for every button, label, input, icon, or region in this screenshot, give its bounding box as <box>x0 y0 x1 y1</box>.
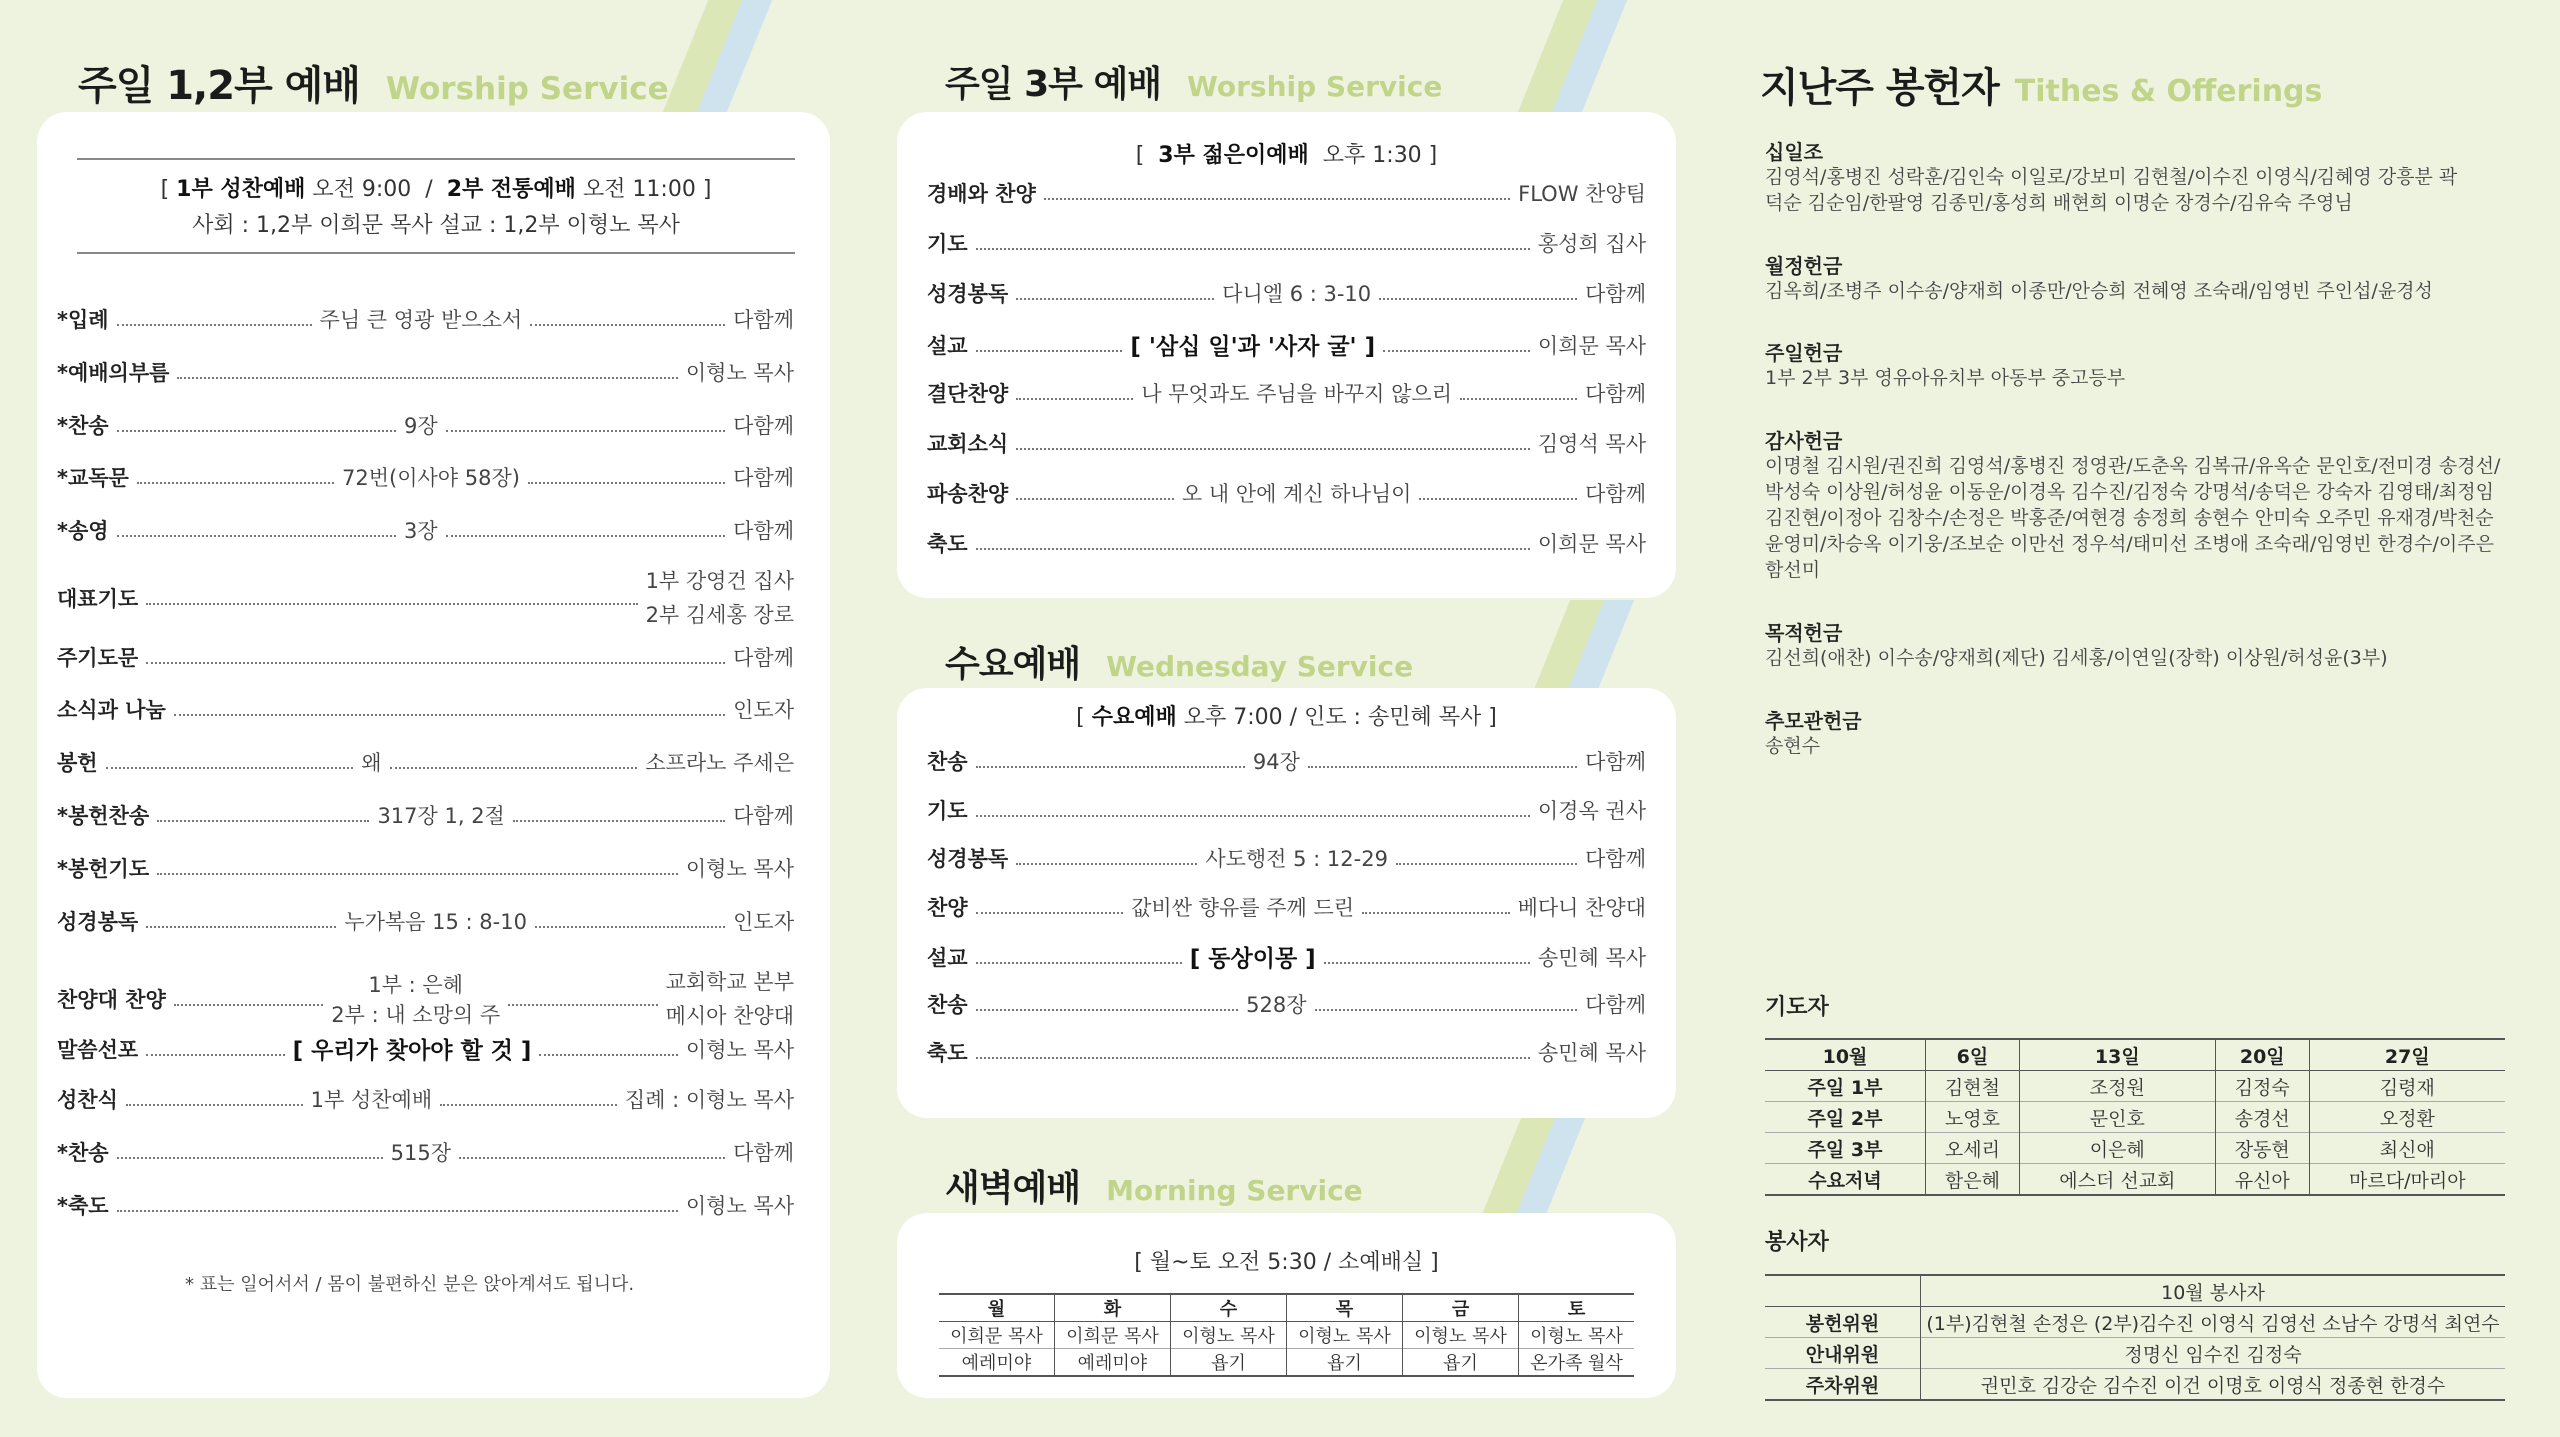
service-row-leader: FLOW 찬양팀 <box>1518 182 1646 206</box>
service-row-label: 찬송 <box>927 992 968 1017</box>
service-row-leader: 다함께 <box>733 804 794 828</box>
dawn-cell: 이형노 목사 <box>1286 1322 1402 1349</box>
prayers-name: 김정숙 <box>2215 1071 2309 1102</box>
service-row-leader: 베다니 찬양대 <box>1517 895 1646 920</box>
service-row-label: *찬송 <box>57 1141 109 1165</box>
service-row <box>927 989 1646 1019</box>
service-row <box>57 515 794 545</box>
prayers-name: 장동현 <box>2215 1133 2309 1164</box>
service-row-leader: 다함께 <box>733 414 795 438</box>
leader-dots <box>1315 1009 1578 1011</box>
prayers-name: 송경선 <box>2215 1102 2309 1133</box>
wednesday-header-name: 수요예배 <box>1091 705 1177 730</box>
service-row-content: [ 동상이몽 ] <box>1189 946 1316 972</box>
dawn-title <box>945 1160 1363 1211</box>
offering-group-names <box>1765 278 2525 304</box>
service-row-leader-line: 2부 김세홍 장로 <box>645 603 794 627</box>
volunteers-role: 안내위원 <box>1805 1343 1880 1366</box>
service-row <box>927 528 1646 558</box>
offering-names-line: 윤영미/차승옥 이기웅/조보순 이만선 정우석/태미선 조병애 조숙래/임영빈 한경수/이주은 <box>1765 533 2494 555</box>
leader-dots <box>157 873 678 875</box>
service-row-label: 찬양대 찬양 <box>57 988 166 1012</box>
service-row-content: 왜 <box>361 751 382 775</box>
service-row-label: *송영 <box>57 519 109 543</box>
service-row-content: 다니엘 6 : 3-10 <box>1222 282 1372 306</box>
dawn-cell: 수 <box>1170 1294 1286 1322</box>
offering-names-line: 박성숙 이상원/허성윤 이동운/이경옥 김수진/김정숙 강명석/송덕은 강숙자 김영태/최정임 <box>1765 481 2494 503</box>
prayers-name: 조정원 <box>2019 1071 2215 1102</box>
service-row-leader: 집례 : 이형노 목사 <box>624 1088 794 1112</box>
service-row-label: 성찬식 <box>57 1088 118 1112</box>
worship12-note: * 표는 일어서서 / 몸이 불편하신 분은 앉아계셔도 됩니다. <box>185 1274 635 1295</box>
prayers-name: 이은혜 <box>2019 1133 2215 1164</box>
service-row <box>927 278 1646 308</box>
dawn-cell: 예레미야 <box>1054 1349 1170 1377</box>
wednesday-title <box>945 636 1413 687</box>
leader-dots <box>1379 298 1577 300</box>
service-row-leader: 다함께 <box>1585 847 1646 871</box>
wednesday-card <box>897 688 1676 1118</box>
service1-time: 오전 9:00 <box>312 177 412 202</box>
worship3-title <box>945 56 1442 107</box>
service-row-leader: 이경옥 권사 <box>1537 798 1646 823</box>
leader-dots <box>535 926 725 928</box>
service-row-leader: 홍성희 집사 <box>1537 232 1646 256</box>
service-row <box>57 694 794 724</box>
service-row-content-line: 1부 : 은혜 <box>368 973 463 997</box>
prayers-name: 유신아 <box>2215 1164 2309 1196</box>
leader-dots <box>440 1104 617 1106</box>
service-row <box>57 853 794 883</box>
leader-dots <box>1016 448 1530 450</box>
service-row-content: 528장 <box>1246 992 1307 1017</box>
leader-dots <box>157 820 369 822</box>
worship3-card <box>897 112 1676 598</box>
service-row <box>57 906 794 936</box>
dawn-cell: 욥기 <box>1170 1349 1286 1377</box>
dawn-cell: 이형노 목사 <box>1403 1322 1519 1349</box>
service-row <box>57 1137 794 1167</box>
service-row-leader: 다함께 <box>1585 750 1647 774</box>
service-row-label: 결단찬양 <box>927 382 1009 406</box>
prayers-service: 수요저녁 <box>1808 1169 1882 1192</box>
service-row-leader: 김영석 목사 <box>1537 432 1646 456</box>
worship12-leaders: 사회 : 1,2부 이희문 목사 설교 : 1,2부 이형노 목사 <box>192 213 680 238</box>
prayers-row <box>1765 1102 2505 1133</box>
leader-dots <box>513 820 725 822</box>
dawn-cell: 이희문 목사 <box>1054 1322 1170 1349</box>
service-row <box>57 410 794 440</box>
prayers-row <box>1765 1133 2505 1164</box>
leader-dots <box>117 430 396 432</box>
service-row-leader: 다함께 <box>1585 482 1647 506</box>
prayers-month: 10월 <box>1822 1045 1868 1068</box>
service-row-content: 오 내 안에 계신 하나님이 <box>1181 482 1412 506</box>
leader-dots <box>117 1157 383 1159</box>
service-row-label: 파송찬양 <box>927 482 1009 506</box>
service-row-leader: 송민혜 목사 <box>1537 945 1647 970</box>
prayers-service: 주일 3부 <box>1807 1138 1883 1161</box>
worship3-header-name: 3부 젊은이예배 <box>1158 143 1309 168</box>
service-row-content <box>331 969 500 1029</box>
worship3-header: [ 3부 젊은이예배 오후 1:30 ] <box>1135 143 1438 168</box>
offering-names-line: 송현수 <box>1765 735 1821 757</box>
service-row-label: *봉헌기도 <box>57 857 150 881</box>
service2-time: 오전 11:00 <box>582 177 696 202</box>
service-row-content: 515장 <box>390 1141 452 1165</box>
divider <box>77 252 795 254</box>
service-row-label: 찬송 <box>927 750 968 774</box>
service-row <box>57 1084 794 1114</box>
leader-dots <box>146 662 725 664</box>
service-row-leader-line: 메시아 찬양대 <box>665 1004 795 1028</box>
service-row-leader: 이희문 목사 <box>1537 532 1646 556</box>
leader-dots <box>976 962 1182 964</box>
service-row-label: *교독문 <box>57 466 129 490</box>
worship12-time-line: [ 1부 성찬예배 오전 9:00 / 2부 전통예배 오전 11:00 ] <box>160 177 712 202</box>
service-row-leader: 다함께 <box>733 519 795 543</box>
service-row-content: 9장 <box>404 414 438 438</box>
leader-dots <box>146 603 637 605</box>
divider <box>77 158 795 160</box>
dawn-cell: 예레미야 <box>961 1353 1032 1374</box>
offerings-title-ko: 지난주 봉헌자 <box>1760 65 1999 111</box>
service-row <box>57 1190 794 1220</box>
service-row <box>57 747 794 777</box>
service-row-leader: 송민혜 목사 <box>1537 1041 1646 1065</box>
offering-group-names <box>1765 453 2525 583</box>
dawn-cell: 온가족 월삭 <box>1519 1349 1634 1377</box>
prayers-name: 김령재 <box>2309 1071 2505 1102</box>
offering-group-title: 목적헌금 <box>1765 621 1843 645</box>
service-row-leader: 소프라노 주세은 <box>645 751 794 775</box>
leader-dots <box>106 767 354 769</box>
service-row <box>927 795 1646 825</box>
prayers-name: 노영호 <box>1926 1102 2020 1133</box>
leader-dots <box>1362 912 1510 914</box>
service-row-content: 주님 큰 영광 받으소서 <box>319 308 523 332</box>
service-row-label: 성경봉독 <box>57 910 139 934</box>
prayers-name: 김현철 <box>1926 1071 2020 1102</box>
service-row-leader: 다함께 <box>733 466 795 490</box>
service-row <box>927 228 1646 258</box>
leader-dots <box>446 535 725 537</box>
dawn-cell: 욥기 <box>1403 1349 1519 1377</box>
service-row-leader: 인도자 <box>733 910 794 934</box>
service-row-label: 대표기도 <box>57 587 139 611</box>
leader-dots <box>390 767 638 769</box>
service-row <box>57 357 794 387</box>
dawn-cell: 이형노 목사 <box>1519 1322 1634 1349</box>
prayers-title: 기도자 <box>1765 995 1829 1020</box>
leader-dots <box>976 815 1530 817</box>
leader-dots <box>1308 766 1577 768</box>
volunteers-row <box>1765 1338 2505 1369</box>
service-row-label: 설교 <box>927 945 968 970</box>
prayers-table <box>1765 1038 2505 1196</box>
leader-dots <box>539 1054 677 1056</box>
service-row-label: 설교 <box>927 333 968 358</box>
volunteers-header: 10월 봉사자 <box>1921 1275 2506 1307</box>
prayers-row <box>1765 1071 2505 1102</box>
leader-dots <box>1383 350 1530 352</box>
prayers-name: 최신애 <box>2309 1133 2505 1164</box>
service-row <box>927 178 1646 208</box>
prayers-date: 13일 <box>2019 1039 2215 1071</box>
offering-names-line: 김진현/이정아 김창수/손정은 박홍준/여현경 송정희 송현수 안미숙 오주민 유재경/박천순 <box>1765 507 2494 529</box>
prayers-name: 오정환 <box>2309 1102 2505 1133</box>
service-row-label: 성경봉독 <box>927 282 1009 306</box>
leader-dots <box>530 324 725 326</box>
service-row-leader: 다함께 <box>733 646 794 670</box>
volunteers-names: 정명신 임수진 김정숙 <box>1921 1338 2506 1369</box>
leader-dots <box>459 1157 725 1159</box>
offering-names-line: 김영석/홍병진 성락훈/김인숙 이일로/강보미 김현철/이수진 이영식/김혜영 강흥분 곽 <box>1765 166 2458 188</box>
offering-names-line: 이명철 김시원/권진희 김영석/홍병진 정영관/도춘옥 김복규/유옥순 문인호/전미경 송경선/ <box>1765 455 2501 477</box>
prayers-row <box>1765 1164 2505 1196</box>
service-row-label: 축도 <box>927 1041 968 1065</box>
leader-dots <box>177 377 677 379</box>
worship12-title-ko: 주일 1,2부 예배 <box>78 63 360 109</box>
offering-names-line: 김옥희/조병주 이수송/양재희 이종만/안승희 전혜영 조숙래/임영빈 주인섭/윤경성 <box>1765 280 2433 302</box>
leader-dots <box>1419 498 1577 500</box>
service-row-leader: 이형노 목사 <box>685 1037 795 1062</box>
leader-dots <box>117 1210 678 1212</box>
offering-group-title: 감사헌금 <box>1765 429 1843 453</box>
leader-dots <box>1324 962 1530 964</box>
worship12-title <box>78 54 669 111</box>
separator: / <box>425 177 433 202</box>
offering-names-line: 덕순 김순임/한팔영 김종민/홍성희 배현희 이명순 장경수/김유숙 주영님 <box>1765 192 2353 214</box>
service-row-content: 값비싼 향유를 주께 드린 <box>1131 895 1355 920</box>
offering-group-title: 주일헌금 <box>1765 341 1843 365</box>
volunteers-role: 주차위원 <box>1805 1374 1880 1397</box>
worship12-card <box>37 112 830 1398</box>
dawn-header: [ 월~토 오전 5:30 / 소예배실 ] <box>1134 1250 1439 1275</box>
service-row-label: 축도 <box>927 532 968 556</box>
prayers-name: 함은혜 <box>1926 1164 2020 1196</box>
service-row-label: 기도 <box>927 798 968 823</box>
service-row-leader-line: 교회학교 본부 <box>665 970 795 994</box>
service-row <box>927 892 1646 922</box>
service-row-leader: 이희문 목사 <box>1537 333 1647 358</box>
leader-dots <box>1016 298 1214 300</box>
volunteers-names: (1부)김현철 손정은 (2부)김수진 이영식 김영선 소남수 강명석 최연수 <box>1921 1307 2506 1338</box>
worship3-title-en: Worship Service <box>1187 70 1443 103</box>
service-row-label: 주기도문 <box>57 646 139 670</box>
service-row-content: [ 우리가 찾아야 할 것 ] <box>292 1038 532 1064</box>
dawn-cell: 목 <box>1286 1294 1402 1322</box>
worship12-title-en: Worship Service <box>385 71 669 107</box>
leader-dots <box>146 926 336 928</box>
wednesday-header-rest: 오후 7:00 / 인도 : 송민혜 목사 <box>1183 705 1482 730</box>
wednesday-header: [ 수요예배 오후 7:00 / 인도 : 송민혜 목사 ] <box>1076 705 1497 730</box>
volunteers-row <box>1765 1369 2505 1401</box>
offering-group-title: 월정헌금 <box>1765 254 1843 278</box>
prayers-date: 27일 <box>2309 1039 2505 1071</box>
leader-dots <box>976 766 1245 768</box>
prayers-name: 오세리 <box>1926 1133 2020 1164</box>
service-row-label: 경배와 찬양 <box>927 182 1036 206</box>
volunteers-corner <box>1765 1275 1921 1307</box>
leader-dots <box>446 430 725 432</box>
service-row-label: 성경봉독 <box>927 847 1009 871</box>
wednesday-title-en: Wednesday Service <box>1106 650 1414 683</box>
volunteers-role: 봉헌위원 <box>1805 1312 1880 1335</box>
service-row-content: 나 무엇과도 주님을 바꾸지 않으리 <box>1141 382 1453 406</box>
service-row-label: *봉헌찬송 <box>57 804 150 828</box>
service-row <box>57 965 794 1033</box>
service-row-leader <box>666 965 794 1033</box>
prayers-service: 주일 1부 <box>1807 1076 1883 1099</box>
service-row-label: 교회소식 <box>927 432 1009 456</box>
leader-dots <box>126 1104 303 1106</box>
dawn-cell: 이희문 목사 <box>950 1326 1043 1347</box>
leader-dots <box>117 535 396 537</box>
prayers-service: 주일 2부 <box>1807 1107 1883 1130</box>
service-row-label: 찬양 <box>927 895 968 920</box>
prayers-name: 에스더 선교회 <box>2019 1164 2215 1196</box>
service-row <box>927 746 1646 776</box>
dawn-cell: 화 <box>1054 1294 1170 1322</box>
service-row-leader: 이형노 목사 <box>685 857 794 881</box>
service-row-leader: 다함께 <box>733 1141 795 1165</box>
service-row-content: 94장 <box>1252 750 1300 774</box>
leader-dots <box>1044 198 1510 200</box>
service-row <box>927 428 1646 458</box>
dawn-table <box>939 1293 1634 1377</box>
service-row-leader: 이형노 목사 <box>685 1194 794 1218</box>
leader-dots <box>508 1004 658 1006</box>
leader-dots <box>976 912 1124 914</box>
prayers-name: 문인호 <box>2019 1102 2215 1133</box>
volunteers-row <box>1765 1307 2505 1338</box>
dawn-cell: 금 <box>1403 1294 1519 1322</box>
volunteers-title: 봉사자 <box>1765 1230 1829 1255</box>
leader-dots <box>174 1004 324 1006</box>
dawn-card <box>897 1213 1676 1398</box>
leader-dots <box>1460 398 1577 400</box>
service-row-label: 말씀선포 <box>57 1037 139 1062</box>
prayers-date: 20일 <box>2215 1039 2309 1071</box>
dawn-cell: 토 <box>1519 1294 1634 1322</box>
leader-dots <box>976 1057 1530 1059</box>
service-row-content: 3장 <box>404 519 438 543</box>
service-row-label: *예배의부름 <box>57 361 170 385</box>
prayers-date: 6일 <box>1926 1039 2020 1071</box>
offerings-title-en: Tithes & Offerings <box>2014 74 2323 109</box>
service-row <box>927 478 1646 508</box>
service-row <box>57 642 794 672</box>
worship3-header-time: 오후 1:30 <box>1322 143 1422 168</box>
leader-dots <box>1016 398 1133 400</box>
service-row-content: 317장 1, 2절 <box>377 804 505 828</box>
leader-dots <box>976 548 1530 550</box>
leader-dots <box>976 1009 1239 1011</box>
service-row-leader: 다함께 <box>1585 382 1647 406</box>
service-row-leader: 다함께 <box>733 308 794 332</box>
worship3-title-ko: 주일 3부 예배 <box>945 64 1161 105</box>
service-row <box>57 800 794 830</box>
service1-name: 1부 성찬예배 <box>176 177 306 202</box>
leader-dots <box>528 482 725 484</box>
offering-names-line: 김선희(애찬) 이수송/양재희(제단) 김세홍/이연일(장학) 이상원/허성윤(3부) <box>1765 647 2388 669</box>
dawn-title-en: Morning Service <box>1106 1174 1363 1207</box>
service-row-leader: 인도자 <box>733 698 794 722</box>
leader-dots <box>146 1054 284 1056</box>
service-row-content: 누가복음 15 : 8-10 <box>344 910 527 934</box>
service-row-label: 소식과 나눔 <box>57 698 166 722</box>
service-row <box>57 564 794 632</box>
volunteers-table <box>1765 1274 2505 1401</box>
prayers-name: 마르다/마리아 <box>2309 1164 2505 1196</box>
service-row-content: [ '삼십 일'과 '사자 굴' ] <box>1130 334 1376 360</box>
service-row-leader: 이형노 목사 <box>685 361 794 385</box>
dawn-cell: 월 <box>987 1299 1006 1320</box>
service-row-content-line: 2부 : 내 소망의 주 <box>331 1003 501 1027</box>
service-row-label: 봉헌 <box>57 751 98 775</box>
service-row <box>57 462 794 492</box>
wednesday-title-ko: 수요예배 <box>945 644 1081 685</box>
offering-names-line: 1부 2부 3부 영유아유치부 아동부 중고등부 <box>1765 367 2126 389</box>
leader-dots <box>1016 863 1197 865</box>
dawn-title-ko: 새벽예배 <box>945 1168 1081 1209</box>
offering-names-line: 함선미 <box>1765 559 1821 581</box>
volunteers-names: 권민호 김강순 김수진 이건 이명호 이영식 정종현 한경수 <box>1921 1369 2506 1401</box>
service-row-label: *축도 <box>57 1194 109 1218</box>
offering-group-names <box>1765 365 2525 391</box>
leader-dots <box>174 714 725 716</box>
offering-group-names <box>1765 645 2525 671</box>
service-row-label: 기도 <box>927 232 968 256</box>
service-row-leader-line: 1부 강영건 집사 <box>645 569 794 593</box>
offering-group-names <box>1765 164 2525 216</box>
offering-group-names <box>1765 733 2525 759</box>
dawn-cell: 욥기 <box>1286 1349 1402 1377</box>
service-row <box>927 843 1646 873</box>
leader-dots <box>117 324 312 326</box>
service-row-content: 72번(이사야 58장) <box>342 466 520 490</box>
service-row-label: *입례 <box>57 308 109 332</box>
service-row <box>927 1037 1646 1067</box>
service2-name: 2부 전통예배 <box>446 177 576 202</box>
leader-dots <box>976 350 1123 352</box>
service-row-leader: 다함께 <box>1585 282 1646 306</box>
leader-dots <box>1396 863 1577 865</box>
service-row-leader <box>646 564 794 632</box>
leader-dots <box>137 482 334 484</box>
service-row <box>927 940 1646 973</box>
service-row-content: 사도행전 5 : 12-29 <box>1205 847 1388 871</box>
service-row <box>927 328 1646 361</box>
leader-dots <box>1016 498 1174 500</box>
offering-group-title: 추모관헌금 <box>1765 709 1862 733</box>
service-row <box>927 378 1646 408</box>
service-row-content: 1부 성찬예배 <box>310 1088 433 1112</box>
offerings-title <box>1760 56 2322 113</box>
leader-dots <box>976 248 1530 250</box>
service-row <box>57 1032 794 1065</box>
offering-group-title: 십일조 <box>1765 140 1823 164</box>
dawn-cell: 이형노 목사 <box>1170 1322 1286 1349</box>
service-row-leader: 다함께 <box>1585 992 1646 1017</box>
service-row <box>57 304 794 334</box>
service-row-label: *찬송 <box>57 414 109 438</box>
